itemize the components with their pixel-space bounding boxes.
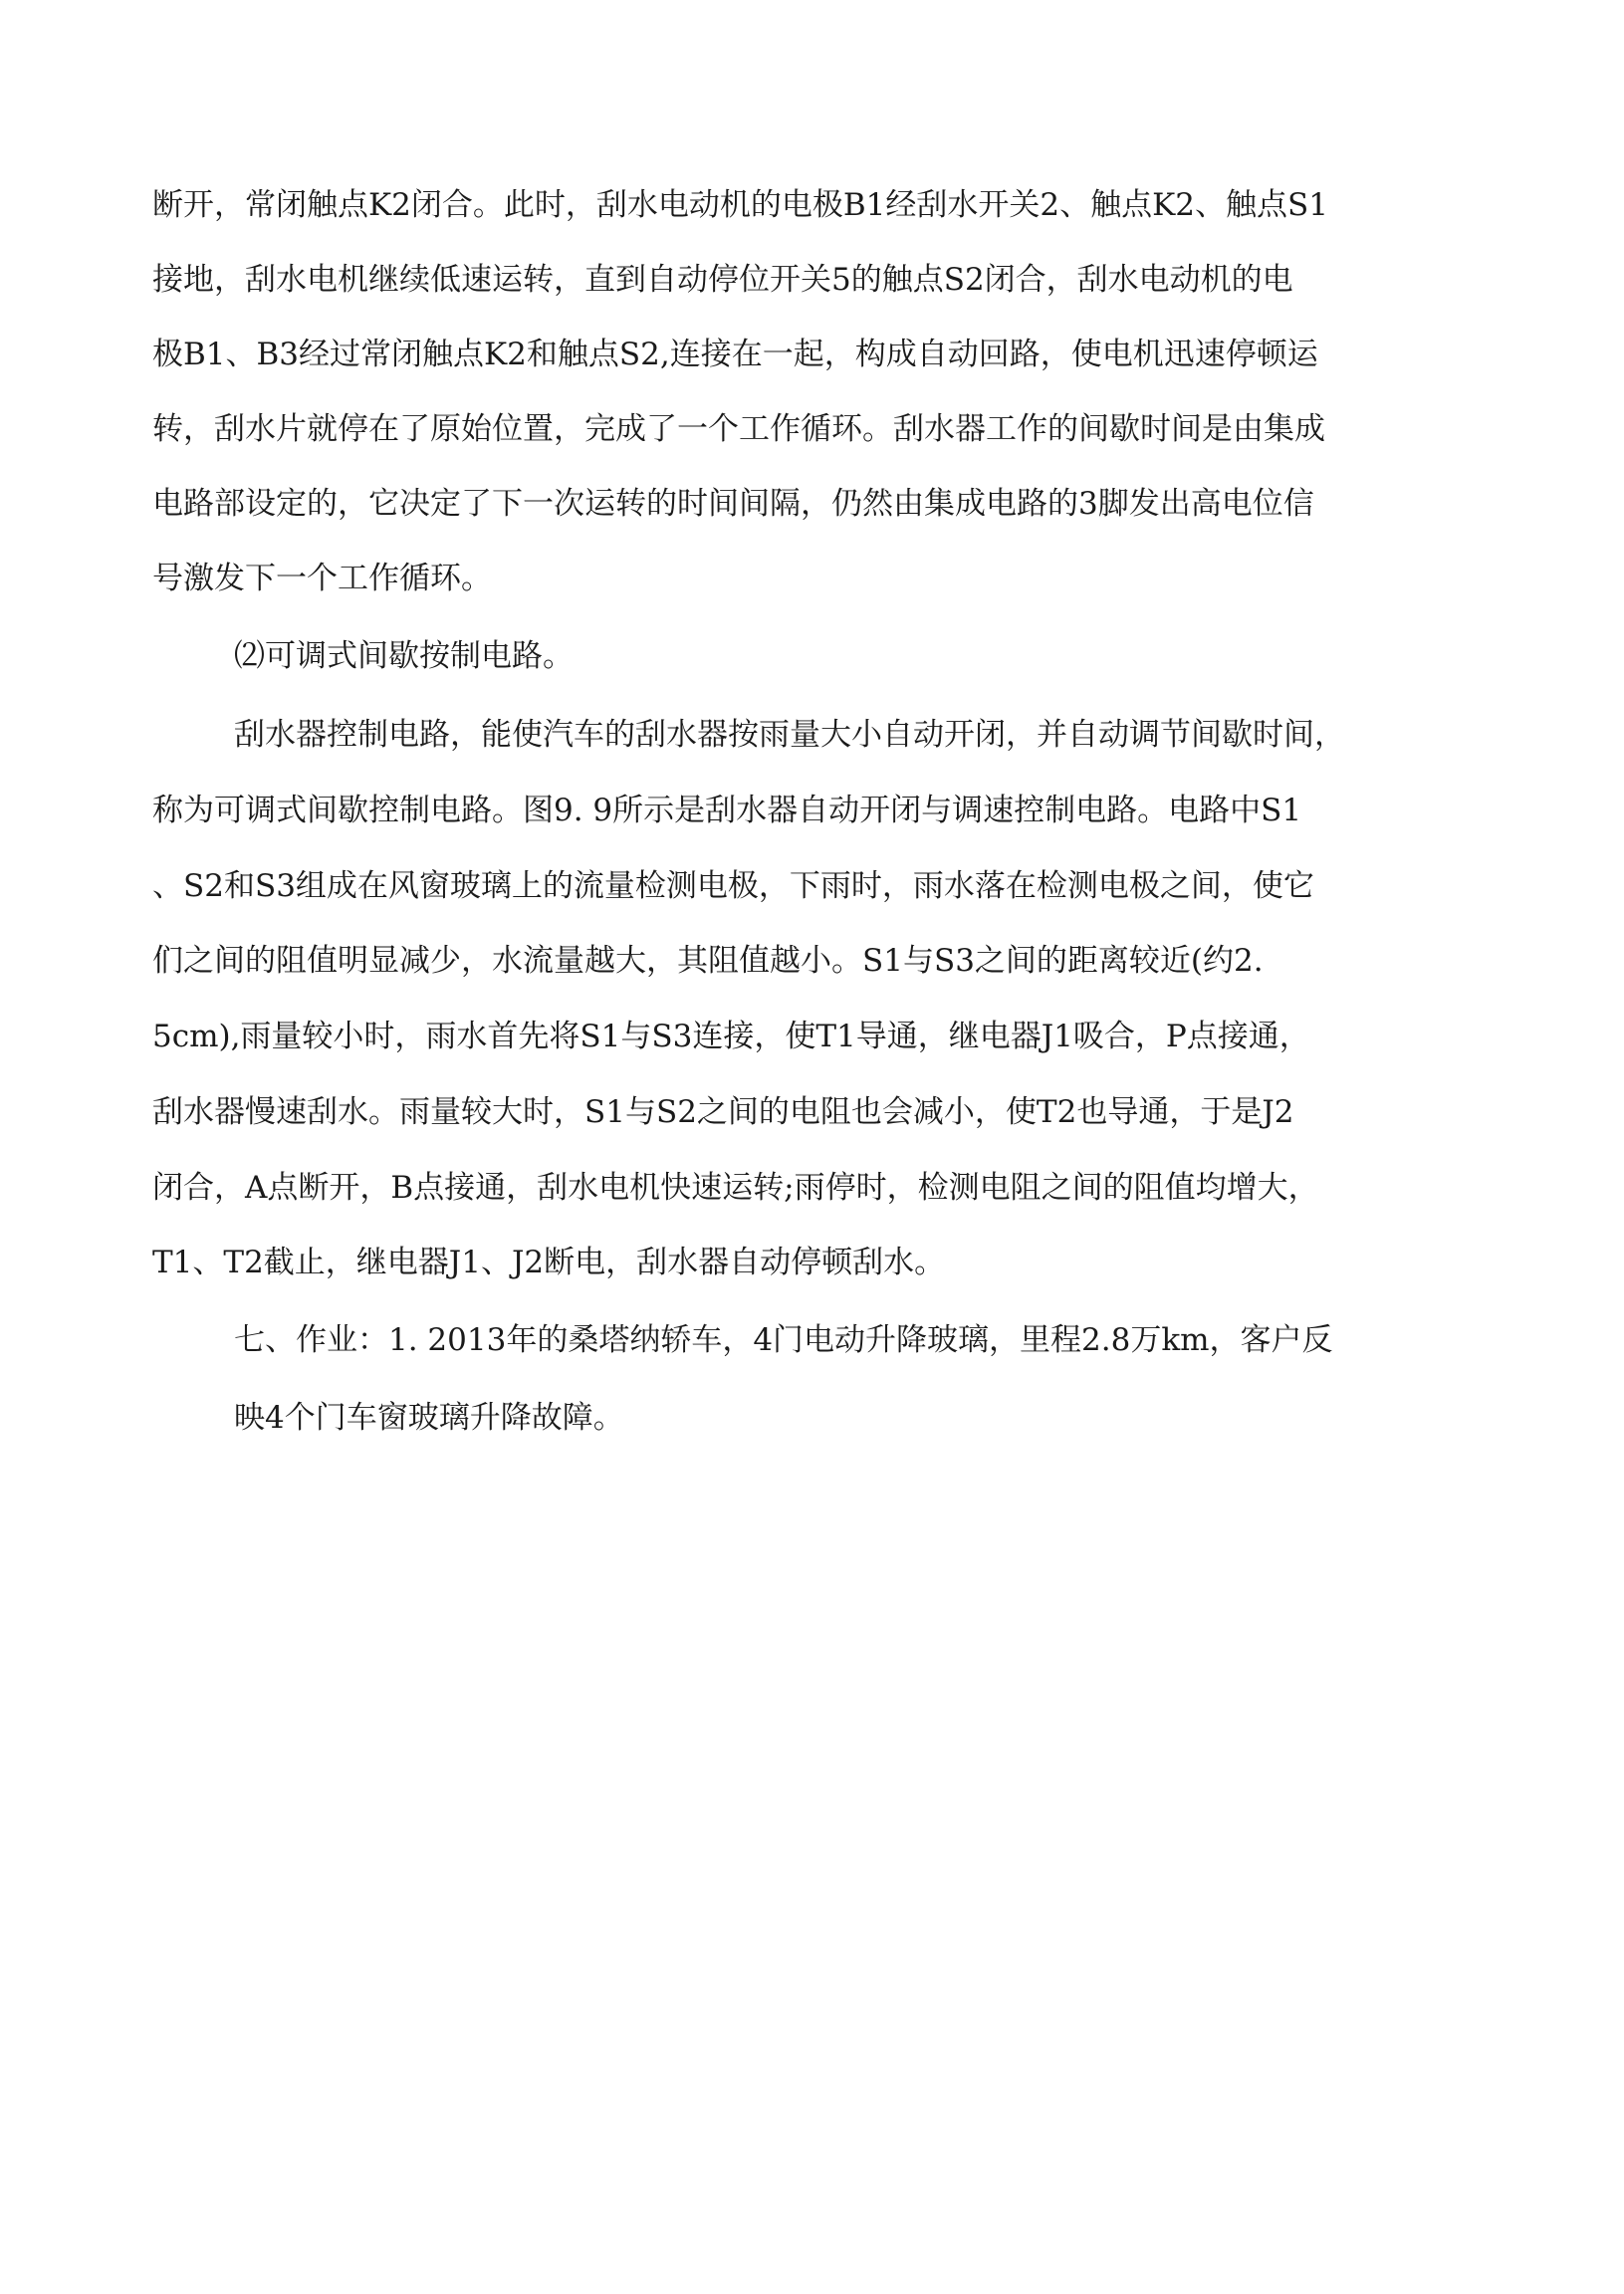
- text-line: 极B1、B3经过常闭触点K2和触点S2,连接在一起，构成自动回路，使电机迅速停顿运: [152, 337, 1318, 372]
- text-line: 刮水器慢速刮水。雨量较大时，S1与S2之间的电阻也会减小，使T2也导通，于是J2: [152, 1094, 1294, 1130]
- section-heading: ⑵可调式间歇按制电路。: [234, 638, 574, 674]
- text-line: 电路部设定的，它决定了下一次运转的时间间隔，仍然由集成电路的3脚发出高电位信: [152, 486, 1314, 522]
- text-line: 断开，常闭触点K2闭合。此时，刮水电动机的电极B1经刮水开关2、触点K2、触点S1: [152, 187, 1328, 223]
- text-line: 接地，刮水电机继续低速运转，直到自动停位开关5的触点S2闭合，刮水电动机的电: [152, 262, 1293, 298]
- text-line: 闭合，A点断开，B点接通，刮水电机快速运转;雨停时，检测电阻之间的阻值均增大，: [152, 1170, 1319, 1206]
- text-line: T1、T2截止，继电器J1、J2断电，刮水器自动停顿刮水。: [152, 1245, 946, 1280]
- text-line: 号激发下一个工作循环。: [152, 561, 492, 596]
- text-line: 转，刮水片就停在了原始位置，完成了一个工作循环。刮水器工作的间歇时间是由集成: [152, 411, 1325, 447]
- text-line: 刮水器控制电路，能使汽车的刮水器按雨量大小自动开闭，并自动调节间歇时间，: [234, 717, 1345, 753]
- text-line: 称为可调式间歇控制电路。图9. 9所示是刮水器自动开闭与调速控制电路。电路中S1: [152, 793, 1302, 828]
- text-line: 、S2和S3组成在风窗玻璃上的流量检测电极，下雨时，雨水落在检测电极之间，使它: [152, 868, 1314, 904]
- assignment-line: 七、作业：1. 2013年的桑塔纳轿车，4门电动升降玻璃，里程2.8万km，客户反: [234, 1322, 1333, 1358]
- text-line: 们之间的阻值明显减少，水流量越大，其阻值越小。S1与S3之间的距离较近(约2.: [152, 943, 1264, 979]
- text-line: 5cm),雨量较小时，雨水首先将S1与S3连接，使T1导通，继电器J1吸合，P点接通，: [152, 1019, 1310, 1054]
- assignment-line: 映4个门车窗玻璃升降故障。: [234, 1400, 624, 1436]
